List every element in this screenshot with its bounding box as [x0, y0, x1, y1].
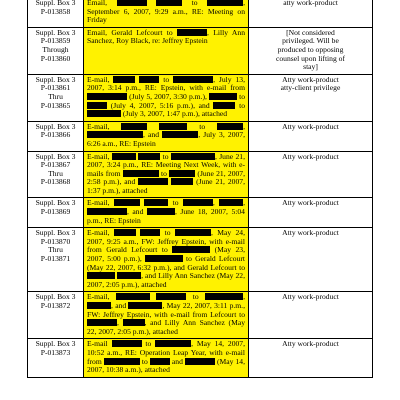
bates-line: P-013870	[40, 236, 71, 246]
description-cell	[84, 74, 249, 121]
bates-cell	[28, 339, 84, 377]
bates-cell	[28, 121, 84, 151]
bates-cell	[28, 0, 84, 27]
bates-line: Thru	[48, 168, 63, 178]
redaction-block	[113, 76, 135, 83]
description-cell	[84, 151, 249, 198]
description-text: , May 24, 2007, 9:25 a.m., FW: Jeffrey Epstein, with e-mail from Gerald Lefcourt to	[87, 228, 245, 255]
bates-line: P-013866	[40, 130, 71, 140]
redaction-block	[162, 131, 198, 138]
privilege-cell	[249, 198, 373, 228]
description-text: to	[187, 121, 218, 131]
log-row	[28, 292, 373, 339]
description-text: E-mail	[87, 339, 112, 349]
privilege-cell	[249, 339, 373, 377]
redaction-block	[87, 110, 121, 117]
bates-line: Thru	[48, 91, 63, 101]
redaction-block	[209, 93, 237, 100]
bates-cell	[28, 27, 84, 74]
bates-line: Suppl. Box 3	[35, 198, 76, 208]
description-text: (May 14, 2007, 10:38 a.m.), attached	[87, 356, 245, 375]
redaction-block	[183, 199, 213, 206]
privilege-cell	[249, 27, 373, 74]
privilege-line: Atty work-product	[282, 339, 339, 349]
log-row	[28, 121, 373, 151]
redaction-block	[144, 199, 168, 206]
description-text: to	[182, 0, 208, 7]
description-text: , September 6, 2007, 9:29 a.m., RE: Meeting on Friday	[87, 0, 245, 25]
redaction-block	[217, 123, 243, 130]
description-text: to	[158, 168, 170, 178]
redaction-block	[117, 272, 141, 279]
bates-line: Thru	[48, 245, 63, 255]
redaction-block	[87, 319, 117, 326]
redaction-block	[150, 358, 170, 365]
redaction-block	[156, 0, 182, 6]
bates-cell	[28, 74, 84, 121]
redaction-block	[114, 199, 140, 206]
redaction-block	[112, 340, 142, 347]
redaction-block	[145, 255, 183, 262]
redaction-block	[159, 123, 187, 130]
redaction-block	[87, 272, 115, 279]
description-text: ,	[212, 198, 220, 208]
bates-cell	[28, 198, 84, 228]
description-text: , May 14, 2007, 10:52 a.m., RE: Operation Leap Year, with e-mail from	[87, 339, 245, 366]
description-text: ,	[243, 292, 245, 302]
bates-line: P-013867	[40, 160, 71, 170]
redaction-block	[140, 229, 160, 236]
description-text: , and	[127, 207, 147, 217]
description-text: to	[141, 339, 156, 349]
description-text: E-mail,	[87, 151, 112, 161]
privilege-line: Atty work-product	[282, 228, 339, 238]
redaction-block	[177, 29, 207, 36]
bates-line: P-013871	[40, 254, 71, 264]
privilege-cell	[249, 0, 373, 27]
privilege-line: Atty work-product	[282, 198, 339, 208]
description-cell	[84, 292, 249, 339]
redaction-block	[128, 302, 162, 309]
description-cell	[84, 339, 249, 377]
bates-line: P-013858	[40, 6, 71, 16]
bates-line: Suppl. Box 3	[35, 339, 76, 349]
description-text: , Lilly Ann Sanchez, Roy Black, re: Jeffrey Epstein	[87, 27, 245, 46]
bates-line: Suppl. Box 3	[35, 121, 76, 131]
log-row	[28, 339, 373, 377]
privilege-cell	[249, 292, 373, 339]
description-text: (July 5, 2007, 3:30 p.m.),	[127, 91, 209, 101]
redaction-block	[171, 153, 215, 160]
redaction-block	[155, 340, 191, 347]
redaction-block	[147, 208, 175, 215]
description-text: and	[169, 356, 185, 366]
description-text: to	[186, 292, 206, 302]
description-text: , May 22, 2007, 3:11 p.m., FW: Jeffrey Epstein, with e-mail from Lefcourt to	[87, 301, 245, 319]
bates-cell	[28, 292, 84, 339]
redaction-block	[112, 153, 136, 160]
bates-line: Suppl. Box 3	[35, 0, 76, 7]
description-text: to	[236, 91, 245, 101]
redaction-block	[87, 102, 107, 109]
description-cell	[84, 121, 249, 151]
redaction-block	[116, 293, 150, 300]
description-text: (May 23, 2007, 5:00 p.m.),	[87, 245, 245, 264]
log-row	[28, 74, 373, 121]
description-text: , July 3, 2007, 6:26 a.m., RE: Epstein	[87, 130, 245, 148]
redaction-block	[171, 178, 193, 185]
redaction-block	[138, 153, 160, 160]
redaction-block	[173, 76, 213, 83]
description-text: ,	[117, 318, 123, 328]
bates-line: P-013869	[40, 207, 71, 217]
privilege-line: atty work-product	[283, 0, 338, 7]
description-text: (July 4, 2007, 5:16 p.m.), and	[107, 100, 214, 110]
description-text: E-mail,	[87, 228, 114, 238]
bates-cell	[28, 228, 84, 292]
privilege-line: Atty work-product	[282, 74, 339, 84]
bates-line: Suppl. Box 3	[35, 27, 76, 37]
description-cell	[84, 0, 249, 27]
bates-line: Suppl. Box 3	[35, 292, 76, 302]
redaction-block	[172, 246, 210, 253]
bates-line: P-013865	[40, 100, 71, 110]
description-text: to	[160, 151, 171, 161]
privilege-line: atty-client privilege	[280, 83, 341, 93]
redaction-block	[185, 358, 215, 365]
description-text: to	[168, 198, 183, 208]
description-text: Email, Gerald Lefcourt to	[87, 27, 178, 37]
privilege-line: Atty work-product	[282, 292, 339, 302]
bates-line: P-013872	[40, 301, 71, 310]
privilege-line: produced to opposing	[277, 44, 344, 54]
redaction-block	[205, 293, 243, 300]
bates-line: P-013860	[40, 53, 71, 63]
redaction-block	[87, 302, 111, 309]
description-cell	[84, 27, 249, 74]
bates-line: Suppl. Box 3	[35, 228, 76, 238]
description-text: , and Lilly Ann Sanchez (May 22, 2007, 2:05 p.m.), attached	[87, 271, 245, 289]
description-text: , and	[111, 301, 129, 310]
privilege-line: [Not considered	[286, 27, 335, 37]
description-cell	[84, 228, 249, 292]
description-text: to Gerald Lefcourt (May 22, 2007, 6:32 p.m.), and Gerald Lefcourt to	[87, 254, 245, 272]
redaction-block	[156, 293, 186, 300]
redaction-block	[139, 76, 159, 83]
description-text: , and	[143, 130, 163, 140]
description-text: E-mail,	[87, 198, 114, 208]
description-text: to	[160, 228, 175, 238]
privilege-log-body	[28, 0, 373, 377]
privilege-line: stay]	[303, 62, 318, 72]
description-cell	[84, 198, 249, 228]
redaction-block	[169, 170, 195, 177]
description-text: , June 18, 2007, 5:04 p.m., RE: Epstein	[87, 207, 245, 225]
privilege-cell	[249, 121, 373, 151]
log-row	[28, 0, 373, 27]
redaction-block	[121, 123, 147, 130]
description-text: E-mail,	[87, 292, 116, 302]
description-text: , and Lilly Ann Sanchez (May 22, 2007, 2:05 p.m.), attached	[87, 318, 245, 336]
privilege-line: Atty work-product	[282, 151, 339, 161]
description-text: , June 21, 2007, 3:24 p.m., RE: Meeting Next Week, with e-mails from	[87, 151, 245, 178]
privilege-cell	[249, 74, 373, 121]
description-text: to	[159, 74, 174, 84]
description-text: Email,	[87, 0, 117, 7]
privilege-line: Atty work-product	[282, 121, 339, 131]
bates-line: P-013861	[40, 83, 71, 93]
description-text: ,	[243, 198, 245, 208]
redaction-block	[123, 319, 145, 326]
log-row	[28, 198, 373, 228]
bates-line: Through	[42, 44, 69, 54]
description-text: (July 3, 2007, 1:47 p.m.), attached	[121, 109, 228, 119]
privilege-log-document	[27, 0, 372, 378]
privilege-log-table	[27, 0, 373, 378]
redaction-block	[219, 199, 243, 206]
redaction-block	[207, 0, 243, 6]
privilege-line: privileged. Will be	[282, 36, 339, 46]
description-text: (June 21, 2007, 2:58 p.m.), and	[87, 168, 245, 187]
description-text: E-mail,	[87, 74, 114, 84]
redaction-block	[213, 102, 235, 109]
bates-line: P-013868	[40, 177, 71, 187]
redaction-block	[87, 93, 127, 100]
description-text: (June 21, 2007, 1:37 p.m.), attached	[87, 177, 245, 195]
redaction-block	[117, 0, 147, 6]
bates-line: P-013873	[40, 347, 71, 357]
privilege-cell	[249, 228, 373, 292]
redaction-block	[87, 131, 143, 138]
redaction-block	[87, 208, 127, 215]
redaction-block	[138, 178, 168, 185]
redaction-block	[123, 170, 159, 177]
privilege-cell	[249, 151, 373, 198]
log-row	[28, 27, 373, 74]
bates-line: Suppl. Box 3	[35, 151, 76, 161]
privilege-line: counsel upon lifting of	[276, 53, 345, 63]
description-text: ,	[243, 121, 245, 131]
bates-line: Suppl. Box 3	[35, 74, 76, 84]
redaction-block	[114, 229, 136, 236]
description-text: , July 13, 2007, 3:14 p.m., RE: Epstein, with e-mail from	[87, 74, 245, 93]
description-text: to	[139, 356, 150, 366]
redaction-block	[104, 358, 140, 365]
bates-cell	[28, 151, 84, 198]
description-text: E-mail,	[87, 121, 122, 131]
redaction-block	[175, 229, 211, 236]
description-text: to	[235, 100, 245, 110]
bates-line: P-013859	[40, 36, 71, 46]
log-row	[28, 228, 373, 292]
log-row	[28, 151, 373, 198]
